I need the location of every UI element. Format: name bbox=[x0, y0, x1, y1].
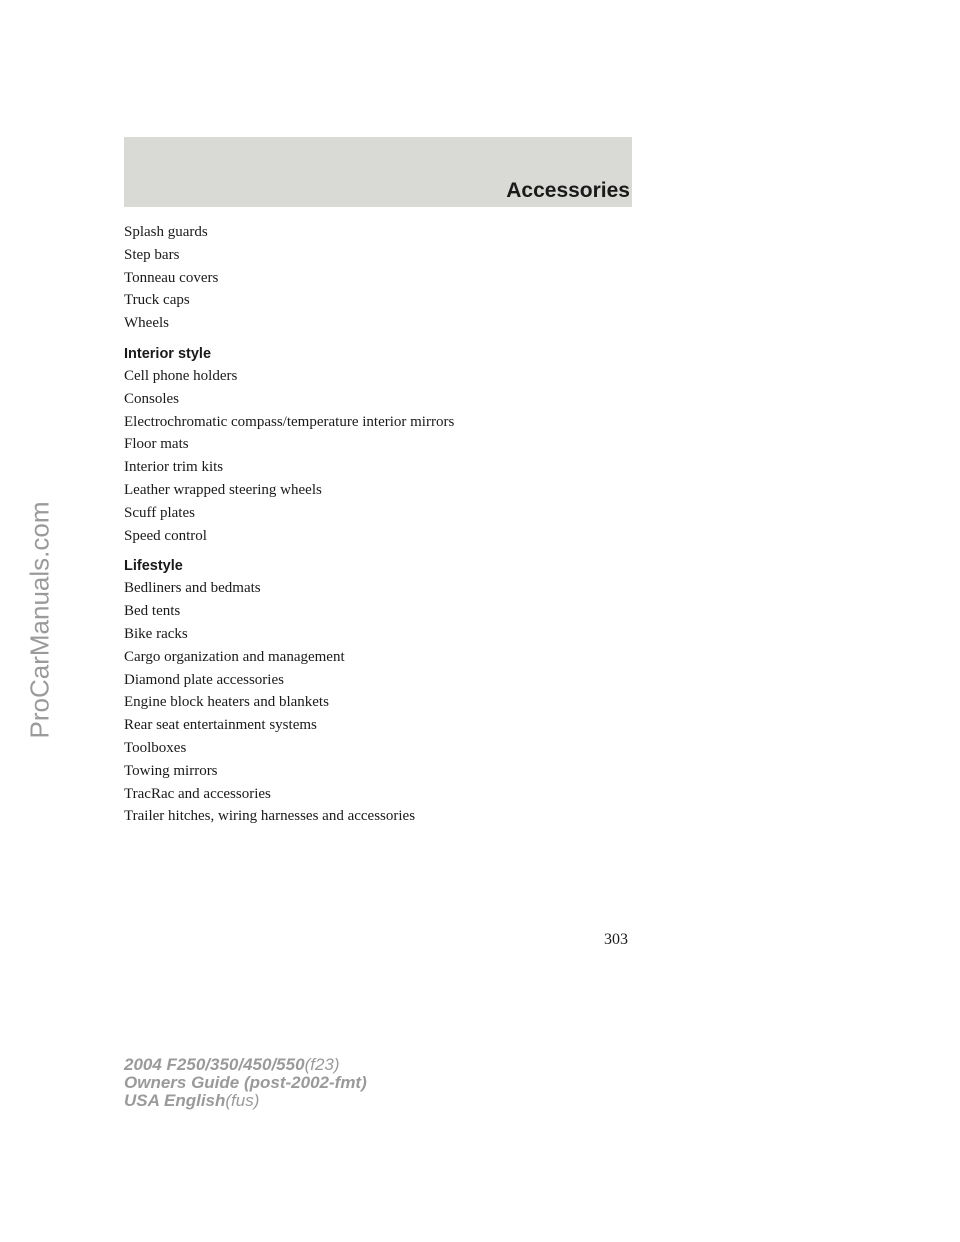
list-item: Truck caps bbox=[124, 292, 190, 309]
list-item: Bed tents bbox=[124, 603, 181, 620]
list-item: Bike racks bbox=[124, 625, 188, 642]
list-item: Engine block heaters and blankets bbox=[124, 694, 329, 711]
list-item: Electrochromatic compass/temperature interior mirrors bbox=[124, 413, 455, 430]
page-title: Accessories bbox=[506, 179, 630, 202]
interior-style-heading: Interior style bbox=[124, 345, 212, 362]
footer-model: 2004 F250/350/450/550 bbox=[124, 1055, 305, 1074]
list-item: Cargo organization and management bbox=[124, 648, 345, 665]
watermark bbox=[18, 440, 62, 800]
list-item: Speed control bbox=[124, 527, 207, 544]
list-item: Step bars bbox=[124, 246, 180, 263]
list-item: TracRac and accessories bbox=[124, 785, 271, 802]
list-item: Wheels bbox=[124, 315, 169, 332]
list-item: Cell phone holders bbox=[124, 367, 238, 384]
list-item: Consoles bbox=[124, 390, 180, 407]
watermark-text: ProCarManuals.com bbox=[24, 501, 55, 739]
section-header bbox=[124, 137, 632, 207]
document-footer bbox=[124, 1056, 367, 1110]
footer-guide: Owners Guide (post-2002-fmt) bbox=[124, 1073, 367, 1092]
footer-model-code: (f23) bbox=[304, 1055, 340, 1074]
list-item: Trailer hitches, wiring harnesses and accessories bbox=[124, 808, 416, 825]
list-item: Diamond plate accessories bbox=[124, 671, 284, 688]
lifestyle-heading: Lifestyle bbox=[124, 558, 183, 575]
list-item: Toolboxes bbox=[124, 739, 187, 756]
footer-line-guide bbox=[124, 1074, 367, 1092]
list-item: Rear seat entertainment systems bbox=[124, 717, 317, 734]
list-item: Scuff plates bbox=[124, 504, 195, 521]
footer-language: USA English bbox=[124, 1091, 226, 1110]
list-item: Leather wrapped steering wheels bbox=[124, 481, 322, 498]
list-item: Bedliners and bedmats bbox=[124, 580, 261, 597]
list-item: Interior trim kits bbox=[124, 459, 224, 476]
footer-line-language bbox=[124, 1092, 367, 1110]
list-item: Floor mats bbox=[124, 436, 189, 453]
page-number: 303 bbox=[604, 931, 628, 948]
list-item: Towing mirrors bbox=[124, 762, 218, 779]
footer-line-model bbox=[124, 1056, 367, 1074]
footer-language-code: (fus) bbox=[225, 1091, 260, 1110]
accessory-list bbox=[124, 221, 644, 828]
list-item: Tonneau covers bbox=[124, 269, 219, 286]
list-item: Splash guards bbox=[124, 224, 208, 240]
